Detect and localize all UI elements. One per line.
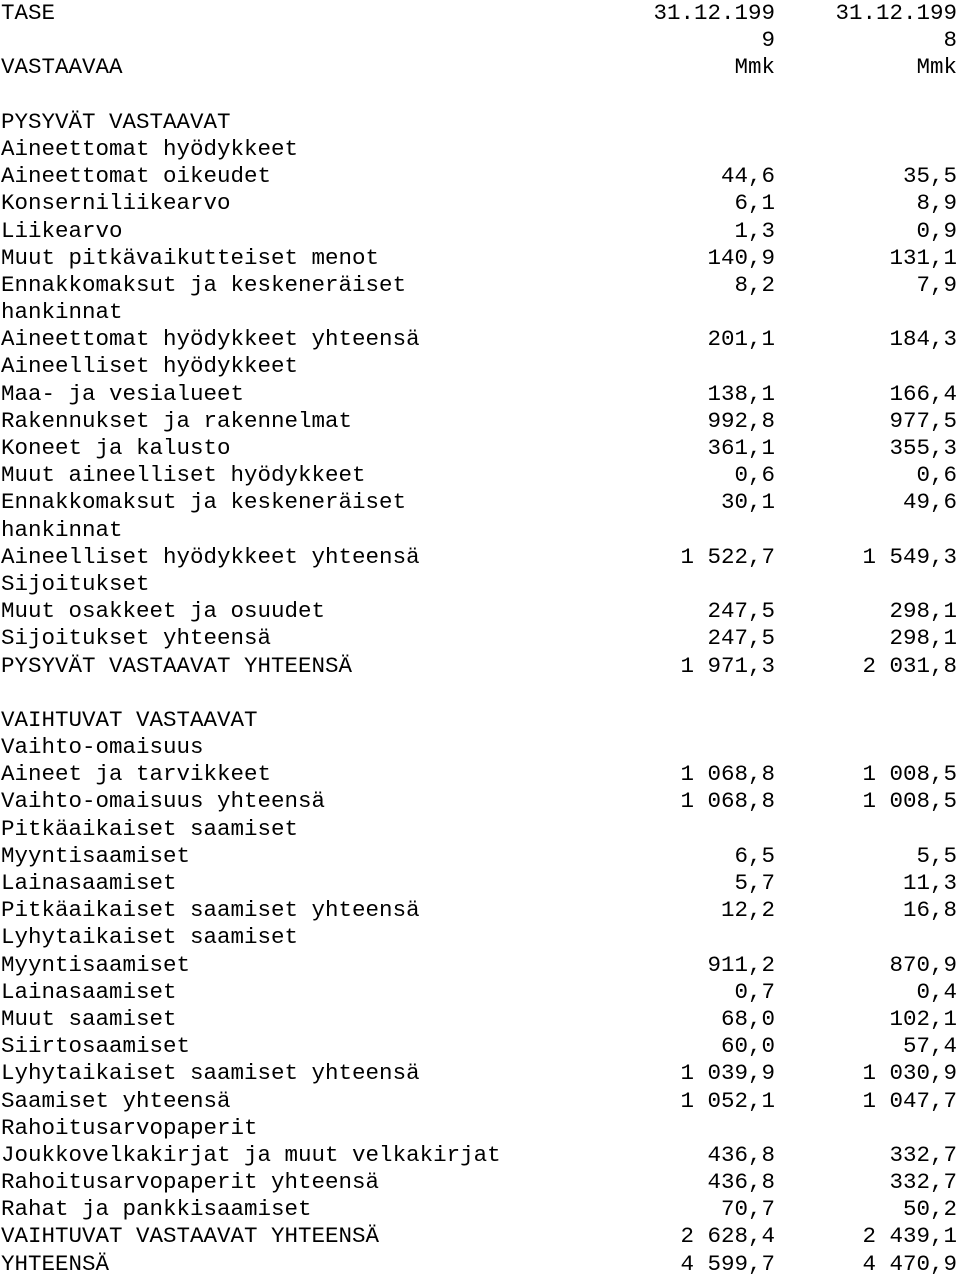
- row-label: Konserniliikearvo: [1, 190, 231, 217]
- table-row: [0, 598, 960, 625]
- row-label: Muut osakkeet ja osuudet: [1, 598, 326, 625]
- row-label: Liikearvo: [1, 217, 123, 244]
- column-2-date: 31.12.199: [835, 0, 957, 26]
- table-row: [0, 979, 960, 1006]
- row-label: YHTEENSÄ: [1, 1250, 110, 1277]
- table-row: [0, 435, 960, 462]
- row-value-1998: 1 008,5: [862, 761, 957, 788]
- row-value-1998: 7,9: [916, 271, 957, 298]
- row-label: Sijoitukset yhteensä: [1, 625, 272, 652]
- row-value-1998: 1 008,5: [862, 788, 957, 815]
- row-label: Pitkäaikaiset saamiset: [1, 815, 299, 842]
- row-value-1999: 436,8: [707, 1141, 775, 1168]
- row-label: Rahoitusarvopaperit: [1, 1114, 258, 1141]
- row-value-1998: 166,4: [889, 380, 957, 407]
- row-value-1999: 60,0: [720, 1033, 775, 1060]
- row-value-1999: 361,1: [707, 435, 775, 461]
- row-label: VAIHTUVAT VASTAAVAT YHTEENSÄ: [1, 1223, 380, 1250]
- row-value-1999: 201,1: [707, 326, 775, 353]
- row-value-1998: 0,6: [916, 462, 957, 489]
- blank-row: [0, 82, 960, 109]
- row-label: Aineelliset hyödykkeet yhteensä: [1, 543, 420, 570]
- row-label: Muut aineelliset hyödykkeet: [1, 462, 366, 489]
- row-value-1998: 977,5: [889, 407, 957, 434]
- table-row: [0, 571, 960, 598]
- row-label: Pitkäaikaiset saamiset yhteensä: [1, 897, 420, 924]
- table-row: [0, 1142, 960, 1169]
- table-row: [0, 1115, 960, 1142]
- row-label: Rahoitusarvopaperit yhteensä: [1, 1169, 380, 1196]
- row-value-1999: 138,1: [707, 380, 775, 407]
- row-value-1998: 0,9: [916, 217, 957, 244]
- row-label: Aineettomat hyödykkeet yhteensä: [1, 326, 420, 353]
- row-label: Aineelliset hyödykkeet: [1, 353, 299, 380]
- column-2-unit: Mmk: [916, 54, 957, 81]
- row-label: PYSYVÄT VASTAAVAT: [1, 108, 231, 135]
- table-row: [0, 870, 960, 897]
- table-row: [0, 1033, 960, 1060]
- table-row: [0, 734, 960, 761]
- row-label: PYSYVÄT VASTAAVAT YHTEENSÄ: [1, 652, 353, 679]
- row-value-1998: 2 031,8: [862, 652, 957, 679]
- column-1-year-digit: 9: [761, 27, 775, 54]
- table-row: [0, 1251, 960, 1278]
- table-row: [0, 190, 960, 217]
- row-label: Myyntisaamiset: [1, 842, 191, 869]
- table-row: [0, 462, 960, 489]
- table-row: [0, 136, 960, 163]
- row-value-1999: 1 971,3: [680, 652, 775, 679]
- row-label: Muut pitkävaikutteiset menot: [1, 244, 380, 271]
- row-value-1999: 140,9: [707, 244, 775, 271]
- row-value-1999: 0,6: [734, 462, 775, 489]
- table-row: [0, 489, 960, 516]
- table-row: [0, 625, 960, 652]
- table-row: [0, 952, 960, 979]
- row-label: hankinnat: [1, 516, 123, 543]
- row-value-1998: 102,1: [889, 1005, 957, 1032]
- row-label: Aineet ja tarvikkeet: [1, 761, 272, 788]
- row-value-1999: 68,0: [720, 1005, 775, 1032]
- table-row: [0, 788, 960, 815]
- row-value-1998: 1 030,9: [862, 1060, 957, 1087]
- row-value-1998: 184,3: [889, 326, 957, 353]
- row-value-1999: 1 522,7: [680, 543, 775, 570]
- table-row: [0, 218, 960, 245]
- row-value-1999: 6,5: [734, 842, 775, 869]
- row-value-1998: 131,1: [889, 244, 957, 271]
- table-row: [0, 1088, 960, 1115]
- row-value-1998: 5,5: [916, 842, 957, 869]
- row-value-1999: 1 039,9: [680, 1060, 775, 1087]
- row-value-1999: 992,8: [707, 407, 775, 434]
- row-value-1999: 12,2: [720, 897, 775, 924]
- row-value-1998: 11,3: [902, 870, 957, 896]
- row-value-1999: 1 068,8: [680, 761, 775, 788]
- row-value-1998: 35,5: [902, 163, 957, 190]
- row-value-1999: 247,5: [707, 598, 775, 625]
- row-label: Sijoitukset: [1, 570, 150, 597]
- row-label: Koneet ja kalusto: [1, 435, 231, 461]
- row-value-1999: 1,3: [734, 217, 775, 244]
- table-row: [0, 245, 960, 272]
- table-row: [0, 381, 960, 408]
- row-value-1999: 4 599,7: [680, 1250, 775, 1277]
- row-label: Vaihto-omaisuus yhteensä: [1, 788, 326, 815]
- table-row: [0, 843, 960, 870]
- header-row-year-digit: [0, 27, 960, 54]
- row-label: Lyhytaikaiset saamiset yhteensä: [1, 1060, 420, 1087]
- row-value-1999: 436,8: [707, 1169, 775, 1196]
- row-label: Aineettomat oikeudet: [1, 163, 272, 190]
- table-row: [0, 1006, 960, 1033]
- row-label: Joukkovelkakirjat ja muut velkakirjat: [1, 1141, 501, 1168]
- row-value-1999: 70,7: [720, 1196, 775, 1223]
- row-value-1999: 2 628,4: [680, 1223, 775, 1250]
- row-label: hankinnat: [1, 299, 123, 326]
- row-label: Saamiset yhteensä: [1, 1087, 231, 1114]
- document-title: TASE: [1, 0, 56, 26]
- row-label: Vaihto-omaisuus: [1, 734, 204, 761]
- column-1-unit: Mmk: [734, 54, 775, 81]
- row-value-1999: 30,1: [720, 489, 775, 516]
- row-label: Myyntisaamiset: [1, 951, 191, 978]
- row-label: Rakennukset ja rakennelmat: [1, 407, 353, 434]
- row-value-1999: 0,7: [734, 978, 775, 1005]
- column-2-year-digit: 8: [943, 27, 957, 54]
- table-row: [0, 897, 960, 924]
- table-row: [0, 109, 960, 136]
- row-label: Aineettomat hyödykkeet: [1, 135, 299, 162]
- row-value-1998: 16,8: [902, 897, 957, 924]
- row-value-1998: 332,7: [889, 1141, 957, 1168]
- row-value-1998: 50,2: [902, 1196, 957, 1223]
- row-value-1999: 6,1: [734, 190, 775, 217]
- row-value-1998: 2 439,1: [862, 1223, 957, 1250]
- row-value-1998: 1 047,7: [862, 1087, 957, 1114]
- row-value-1998: 1 549,3: [862, 543, 957, 570]
- row-value-1998: 57,4: [902, 1033, 957, 1060]
- table-row: [0, 353, 960, 380]
- row-label: Ennakkomaksut ja keskeneräiset: [1, 489, 407, 516]
- row-value-1998: 49,6: [902, 489, 957, 516]
- row-value-1998: 870,9: [889, 951, 957, 978]
- row-value-1998: 8,9: [916, 190, 957, 217]
- table-row: [0, 707, 960, 734]
- table-row: [0, 1223, 960, 1250]
- row-value-1998: 355,3: [889, 435, 957, 461]
- row-value-1998: 4 470,9: [862, 1250, 957, 1277]
- row-value-1999: 247,5: [707, 625, 775, 652]
- row-value-1999: 1 052,1: [680, 1087, 775, 1114]
- table-row: [0, 408, 960, 435]
- row-label: Rahat ja pankkisaamiset: [1, 1196, 312, 1223]
- table-row: [0, 1169, 960, 1196]
- row-value-1999: 911,2: [707, 951, 775, 978]
- table-row: [0, 924, 960, 951]
- header-row-units: [0, 54, 960, 81]
- blank-row: [0, 680, 960, 707]
- row-value-1999: 5,7: [734, 870, 775, 896]
- table-row: [0, 653, 960, 680]
- table-row: [0, 517, 960, 544]
- table-row: [0, 326, 960, 353]
- table-row: [0, 761, 960, 788]
- row-value-1998: 332,7: [889, 1169, 957, 1196]
- row-label: VAIHTUVAT VASTAAVAT: [1, 706, 258, 733]
- table-row: [0, 816, 960, 843]
- row-value-1999: 8,2: [734, 271, 775, 298]
- row-value-1999: 44,6: [720, 163, 775, 190]
- table-row: [0, 163, 960, 190]
- side-label: VASTAAVAA: [1, 54, 123, 81]
- row-label: Muut saamiset: [1, 1005, 177, 1032]
- column-1-date: 31.12.199: [653, 0, 775, 26]
- row-label: Siirtosaamiset: [1, 1033, 191, 1060]
- header-row-title: [0, 0, 960, 27]
- row-label: Lyhytaikaiset saamiset: [1, 924, 299, 951]
- row-value-1998: 0,4: [916, 978, 957, 1005]
- row-value-1998: 298,1: [889, 625, 957, 652]
- row-label: Maa- ja vesialueet: [1, 380, 245, 407]
- row-value-1999: 1 068,8: [680, 788, 775, 815]
- table-row: [0, 1060, 960, 1087]
- table-row: [0, 544, 960, 571]
- table-row: [0, 272, 960, 299]
- table-row: [0, 299, 960, 326]
- row-value-1998: 298,1: [889, 598, 957, 625]
- row-label: Ennakkomaksut ja keskeneräiset: [1, 271, 407, 298]
- row-label: Lainasaamiset: [1, 870, 177, 896]
- table-row: [0, 1196, 960, 1223]
- balance-sheet-rows: [0, 82, 960, 1278]
- row-label: Lainasaamiset: [1, 978, 177, 1005]
